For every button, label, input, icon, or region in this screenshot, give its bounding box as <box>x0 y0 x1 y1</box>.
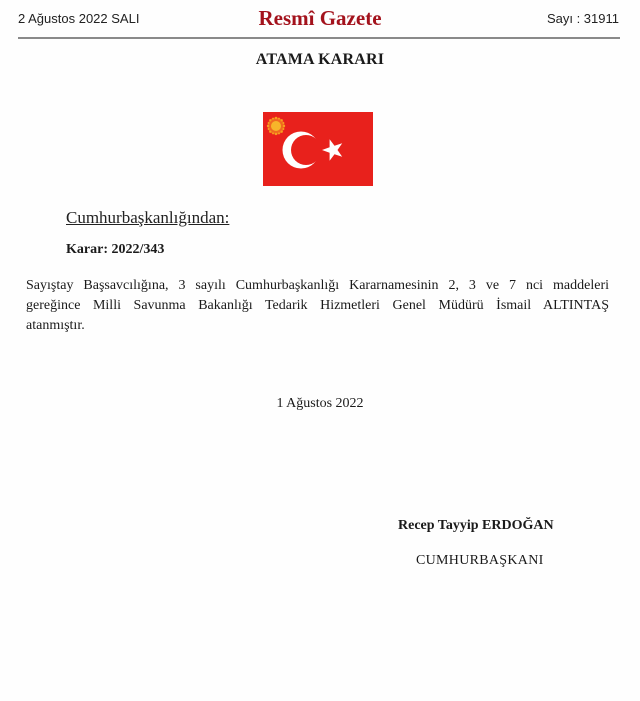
body-line: atanmıştır. <box>26 318 85 333</box>
signatory-name: Recep Tayyip ERDOĞAN <box>398 518 554 533</box>
header-divider <box>18 37 620 39</box>
decision-body <box>26 276 609 336</box>
turkish-presidential-flag-icon <box>263 112 373 186</box>
decision-number: Karar: 2022/343 <box>66 242 165 257</box>
body-line: gereğince Milli Savunma Bakanlığı Tedarik Hizmetleri Genel Müdürü İsmail ALTINTAŞ <box>26 298 609 313</box>
issue-number: Sayı : 31911 <box>546 11 619 26</box>
document-title: ATAMA KARARI <box>255 51 385 68</box>
gazette-date: 2 Ağustos 2022 SALI <box>18 11 140 26</box>
signatory-title: CUMHURBAŞKANI <box>416 553 544 568</box>
gazette-masthead: Resmî Gazete <box>258 6 382 30</box>
body-line: Sayıştay Başsavcılığına, 3 sayılı Cumhurbaşkanlığı Kararnamesinin 2, 3 ve 7 nci maddeleri <box>26 278 609 293</box>
issuing-authority: Cumhurbaşkanlığından: <box>66 208 230 227</box>
signing-date: 1 Ağustos 2022 <box>276 396 364 411</box>
